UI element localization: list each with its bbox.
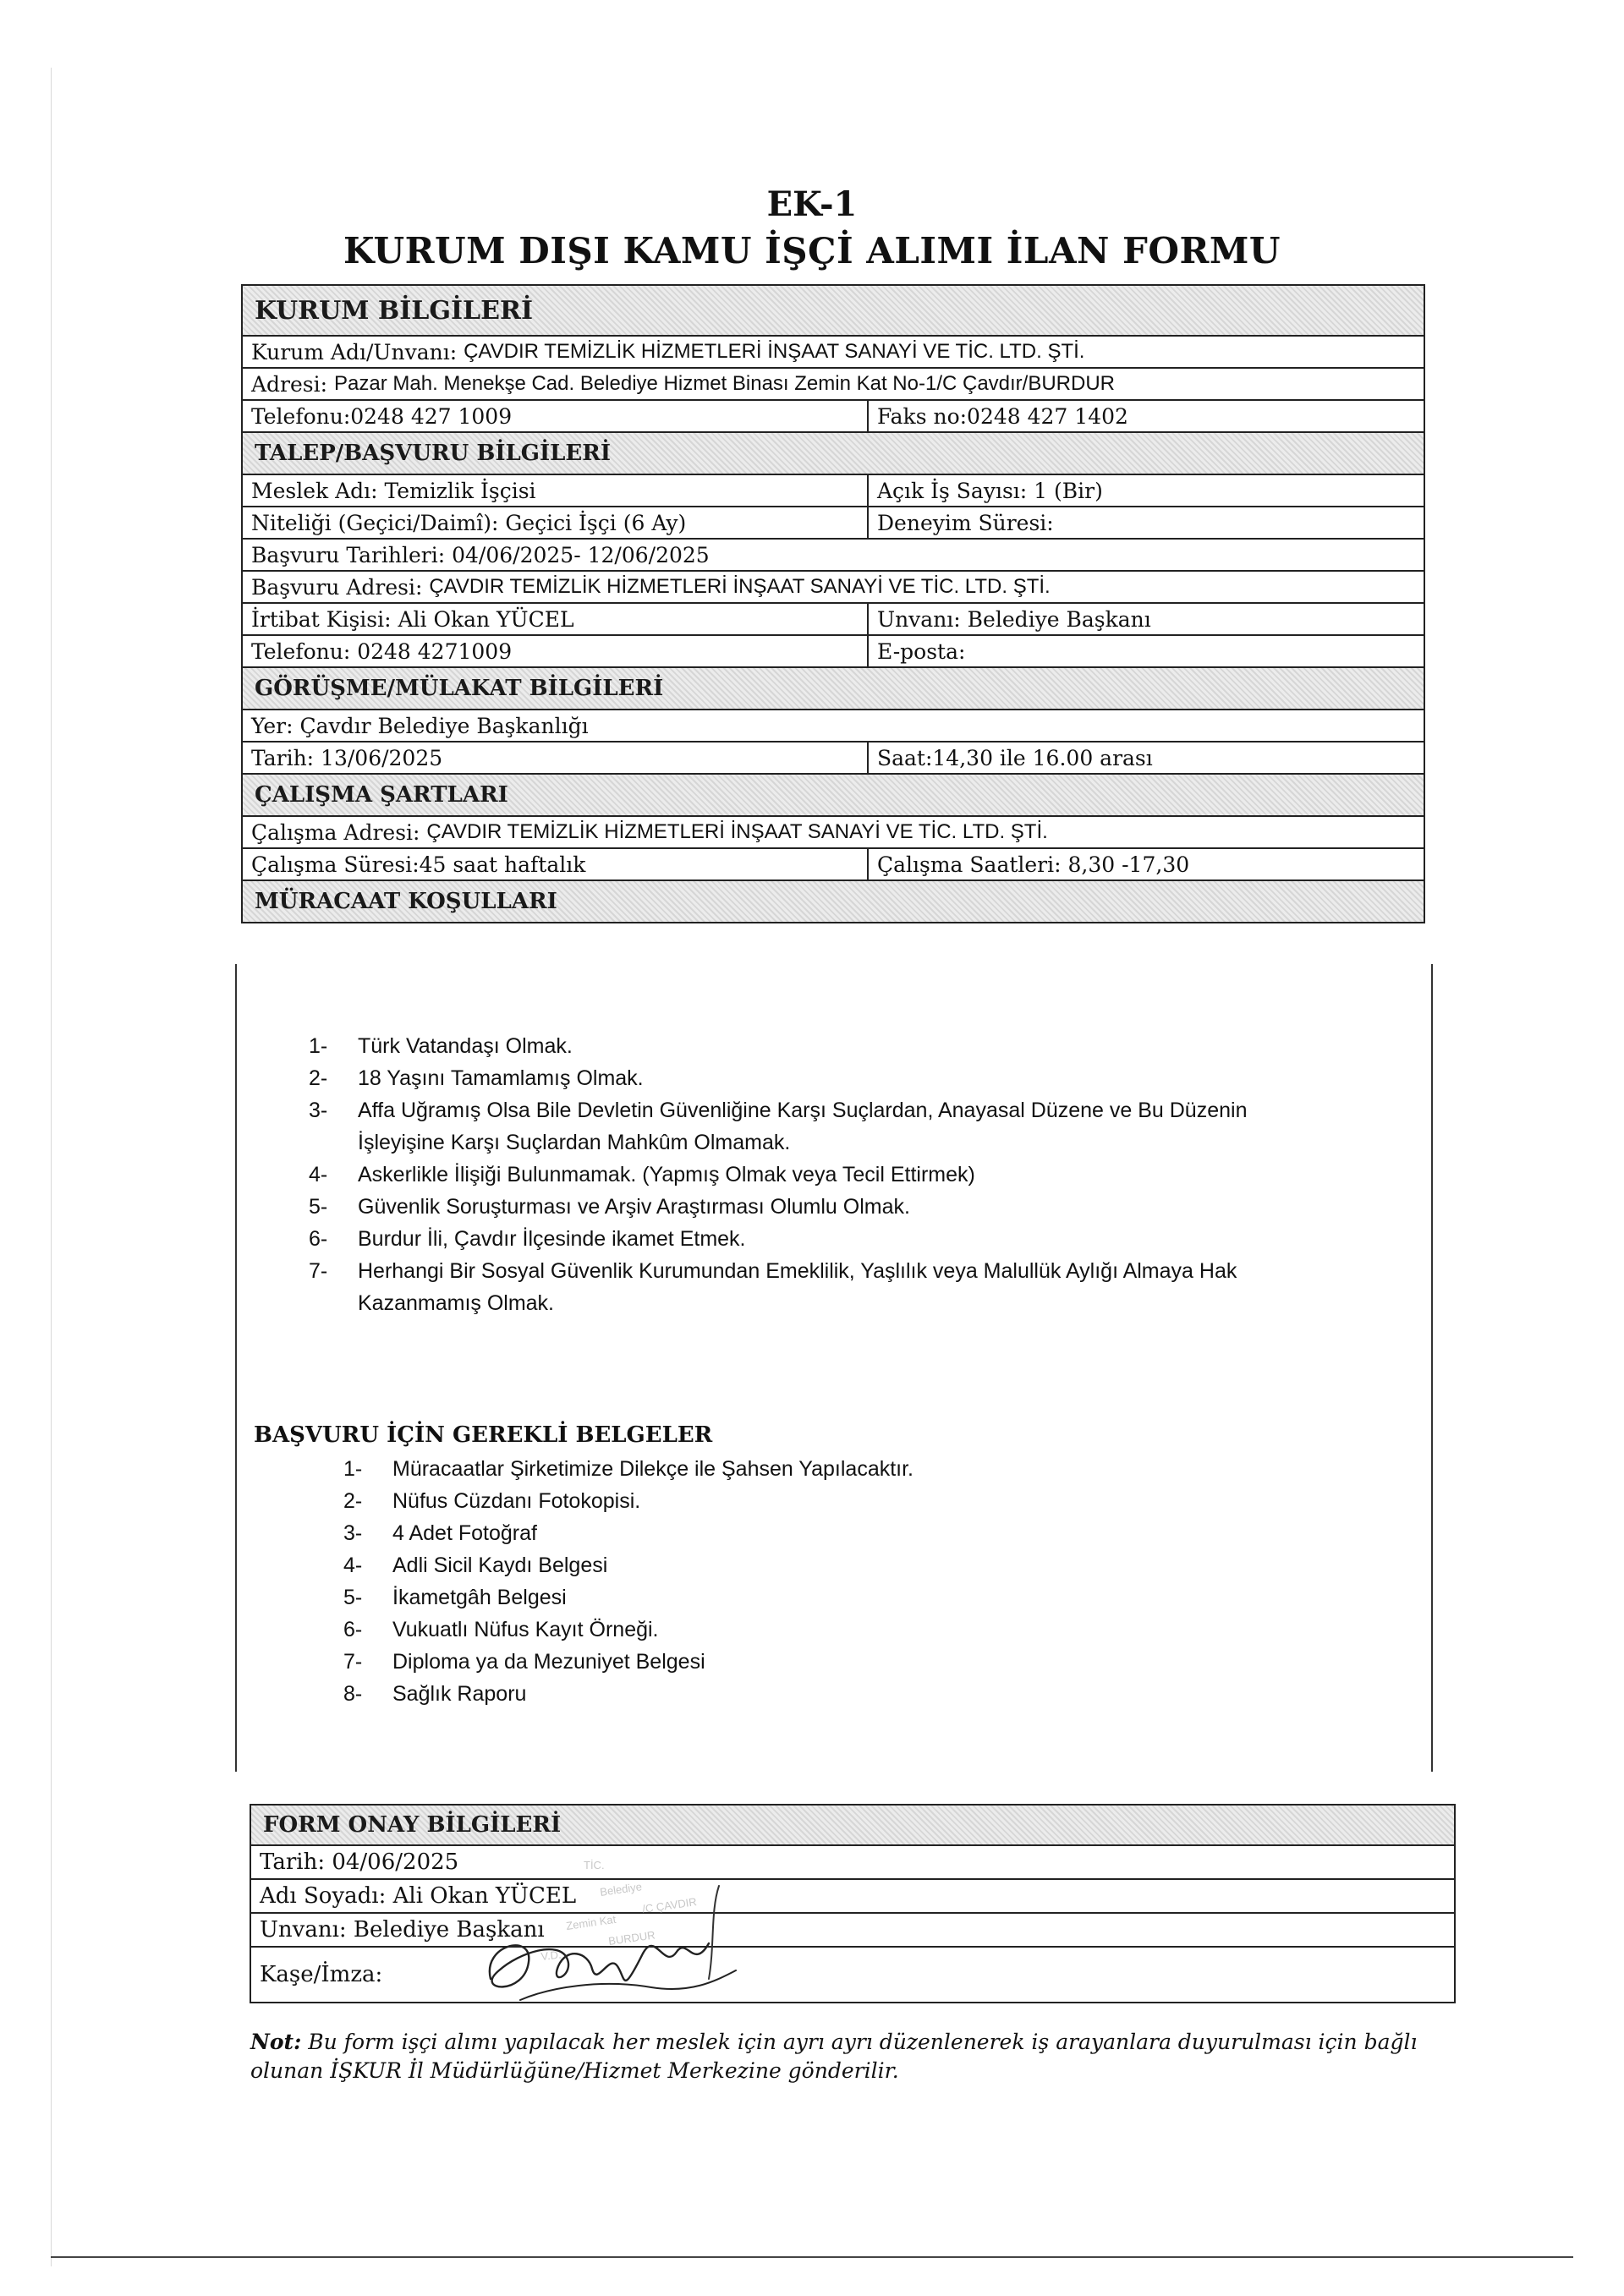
contact-title: Unvanı: Belediye Başkanı xyxy=(877,606,1151,632)
signature-label: Kaşe/İmza: xyxy=(260,1962,383,1987)
interview-time: Saat:14,30 ile 16.00 arası xyxy=(877,745,1153,770)
approval-title: Unvanı: Belediye Başkanı xyxy=(260,1917,545,1943)
work-address-value: ÇAVDIR TEMİZLİK HİZMETLERİ İNŞAAT SANAYİ VE TİC. LTD. ŞTİ. xyxy=(426,820,1048,843)
row-kurum-contact xyxy=(241,401,1425,433)
stamp-signature-image xyxy=(440,1852,761,2030)
kurum-address-value: Pazar Mah. Menekşe Cad. Belediye Hizmet Binası Zemin Kat No-1/C Çavdır/BURDUR xyxy=(334,372,1116,395)
svg-text:BURDUR: BURDUR xyxy=(607,1928,656,1948)
contact-email: E-posta: xyxy=(877,638,966,664)
work-address-label: Çalışma Adresi: xyxy=(251,819,420,845)
row-dates xyxy=(241,540,1425,572)
kurum-fax: Faks no:0248 427 1402 xyxy=(877,403,1128,429)
list-item: 7- Diploma ya da Mezuniyet Belgesi xyxy=(343,1650,705,1674)
form-table xyxy=(241,284,1425,923)
list-item: 5- Güvenlik Soruşturması ve Arşiv Araştırması Olumlu Olmak. xyxy=(309,1195,910,1219)
list-item: 6- Burdur İli, Çavdır İlçesinde ikamet Etmek. xyxy=(309,1227,746,1251)
svg-text:/C ÇAVDIR: /C ÇAVDIR xyxy=(641,1895,698,1915)
section-muracaat: MÜRACAAT KOŞULLARI xyxy=(241,881,1425,923)
list-item: 2- 18 Yaşını Tamamlamış Olmak. xyxy=(309,1066,644,1090)
documents-title: BAŞVURU İÇİN GEREKLİ BELGELER xyxy=(254,1422,713,1448)
section-calisma: ÇALIŞMA ŞARTLARI xyxy=(241,775,1425,817)
form-title: KURUM DIŞI KAMU İŞÇİ ALIMI İLAN FORMU xyxy=(343,230,1281,271)
row-contact-phone xyxy=(241,636,1425,668)
kurum-phone: Telefonu:0248 427 1009 xyxy=(243,401,869,431)
list-item: 1- Türk Vatandaşı Olmak. xyxy=(309,1034,573,1058)
contact-phone: Telefonu: 0248 4271009 xyxy=(243,636,869,666)
application-address-value: ÇAVDIR TEMİZLİK HİZMETLERİ İNŞAAT SANAYİ VE TİC. LTD. ŞTİ. xyxy=(429,575,1051,598)
list-item: 4- Adli Sicil Kaydı Belgesi xyxy=(343,1553,608,1577)
row-interview-place xyxy=(241,710,1425,743)
application-address-label: Başvuru Adresi: xyxy=(251,574,423,600)
row-approval-date xyxy=(250,1846,1456,1880)
row-nature xyxy=(241,507,1425,540)
approval-date: Tarih: 04/06/2025 xyxy=(260,1849,459,1875)
list-item: 3- 4 Adet Fotoğraf xyxy=(343,1521,537,1545)
annex-label: EK-1 xyxy=(766,184,858,224)
row-application-address xyxy=(241,572,1425,604)
section-onay: FORM ONAY BİLGİLERİ xyxy=(250,1804,1456,1846)
row-occupation xyxy=(241,475,1425,507)
occupation: Meslek Adı: Temizlik İşçisi xyxy=(243,475,869,506)
list-item: 7- Herhangi Bir Sosyal Güvenlik Kurumundan Emeklilik, Yaşlılık veya Malullük Aylığı Almaya Hak Kazanmamış Olmak. xyxy=(309,1259,1237,1315)
section-talep: TALEP/BAŞVURU BİLGİLERİ xyxy=(241,433,1425,475)
bottom-rule xyxy=(51,2256,1573,2258)
row-kurum-address xyxy=(241,369,1425,401)
row-contact xyxy=(241,604,1425,636)
work-hours: Çalışma Saatleri: 8,30 -17,30 xyxy=(877,852,1190,877)
row-interview-date xyxy=(241,743,1425,775)
note-text: Bu form işçi alımı yapılacak her meslek için ayrı ayrı düzenlenerek iş arayanlara duyurulması için bağlı olunan İŞKUR İl Müdürlüğüne/Hizmet Merkezine gönderilir. xyxy=(250,2030,1418,2083)
experience: Deneyim Süresi: xyxy=(877,510,1054,535)
approval-name: Adı Soyadı: Ali Okan YÜCEL xyxy=(260,1883,577,1909)
documents-list xyxy=(343,1453,1374,1710)
job-nature: Niteliği (Geçici/Daimî): Geçici İşçi (6 Ay) xyxy=(243,507,869,538)
kurum-name-label: Kurum Adı/Unvanı: xyxy=(251,339,458,364)
svg-text:Zemin Kat: Zemin Kat xyxy=(565,1912,617,1932)
row-approval-title xyxy=(250,1914,1456,1948)
list-item: 4- Askerlikle İlişiği Bulunmamak. (Yapmış Olmak veya Tecil Ettirmek) xyxy=(309,1163,975,1186)
note-label: Not: xyxy=(250,2030,302,2054)
row-work-time xyxy=(241,849,1425,881)
scan-edge xyxy=(51,68,52,2266)
list-item: 5- İkametgâh Belgesi xyxy=(343,1586,567,1609)
row-kurum-name xyxy=(241,337,1425,369)
interview-date: Tarih: 13/06/2025 xyxy=(243,743,869,773)
section-kurum: KURUM BİLGİLERİ xyxy=(241,284,1425,337)
row-work-address xyxy=(241,817,1425,849)
row-approval-signature xyxy=(250,1948,1456,2003)
contact-person: İrtibat Kişisi: Ali Okan YÜCEL xyxy=(243,604,869,634)
interview-place: Yer: Çavdır Belediye Başkanlığı xyxy=(251,713,589,738)
list-item: 1- Müracaatlar Şirketimize Dilekçe ile Şahsen Yapılacaktır. xyxy=(343,1457,914,1481)
section-gorusme: GÖRÜŞME/MÜLAKAT BİLGİLERİ xyxy=(241,668,1425,710)
list-item: 8- Sağlık Raporu xyxy=(343,1682,527,1706)
application-dates: Başvuru Tarihleri: 04/06/2025- 12/06/2025 xyxy=(251,542,710,567)
note xyxy=(250,2028,1451,2085)
list-item: 2- Nüfus Cüzdanı Fotokopisi. xyxy=(343,1489,641,1513)
list-item: 3- Affa Uğramış Olsa Bile Devletin Güvenliğine Karşı Suçlardan, Anayasal Düzene ve Bu Düzenin İşleyişine Karşı Suçlardan Mahkûm Olmamak. xyxy=(309,1099,1248,1154)
list-item: 6- Vukuatlı Nüfus Kayıt Örneği. xyxy=(343,1618,659,1641)
kurum-name-value: ÇAVDIR TEMİZLİK HİZMETLERİ İNŞAAT SANAYİ VE TİC. LTD. ŞTİ. xyxy=(464,340,1085,363)
approval-table xyxy=(250,1804,1456,2003)
row-approval-name xyxy=(250,1880,1456,1914)
open-jobs: Açık İş Sayısı: 1 (Bir) xyxy=(877,478,1103,503)
work-duration: Çalışma Süresi:45 saat haftalık xyxy=(243,849,869,879)
conditions-list xyxy=(309,1030,1339,1319)
svg-text:TİC.: TİC. xyxy=(584,1859,605,1871)
svg-text:Belediye: Belediye xyxy=(599,1880,643,1899)
kurum-address-label: Adresi: xyxy=(251,371,328,397)
svg-text:V.D.: V.D. xyxy=(540,1948,562,1963)
